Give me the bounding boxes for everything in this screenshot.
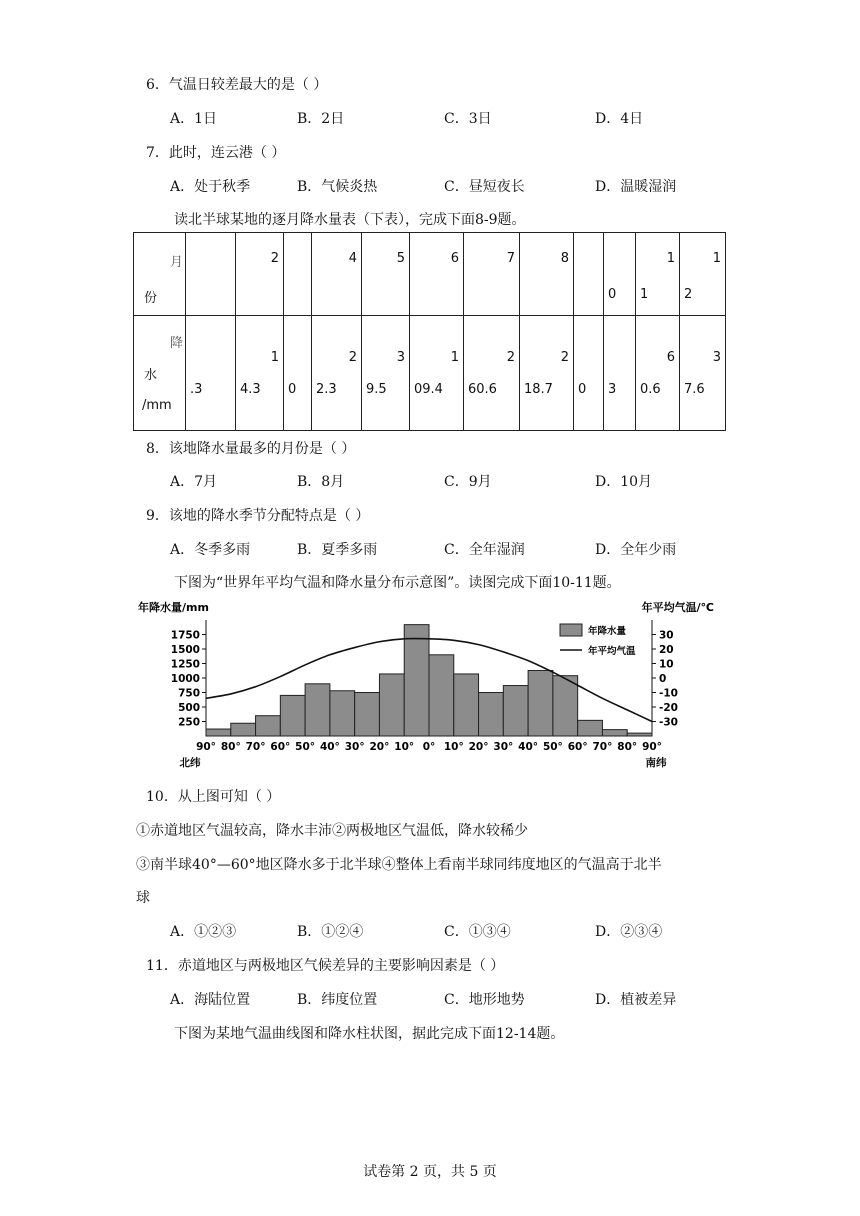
table-cell	[362, 316, 410, 431]
table-cell	[574, 233, 604, 316]
climate-chart-svg	[138, 598, 714, 776]
cell-line-top: 1	[712, 251, 721, 266]
q11-stem: 11．赤道地区与两极地区气候差异的主要影响因素是（ ）	[146, 958, 505, 974]
q9-option-a: A．冬季多雨	[170, 542, 251, 558]
x-tick-label: 80°	[220, 741, 241, 753]
q10-statement-1: ①赤道地区气温较高，降水丰沛②两极地区气温低，降水较稀少	[136, 823, 528, 839]
table-cell	[312, 233, 362, 316]
table-cell	[410, 316, 464, 431]
precip-bar	[503, 686, 528, 736]
q8-option-a: A．7月	[170, 474, 218, 490]
q9-option-d: D．全年少雨	[595, 542, 677, 558]
x-tick-label: 60°	[270, 741, 291, 753]
x-tick-label: 90°	[196, 741, 216, 753]
precip-bar	[429, 655, 454, 736]
precip-bar	[528, 670, 553, 736]
cell-line-bottom: 60.6	[468, 382, 497, 397]
cell-line-top: 3	[396, 350, 405, 365]
cell-line-top: 3	[712, 350, 721, 365]
cell-line-bottom: 0	[578, 382, 587, 397]
table-header-month	[134, 233, 186, 316]
table-cell	[680, 233, 726, 316]
table-cell	[636, 316, 680, 431]
table-cell	[636, 233, 680, 316]
table-cell	[410, 233, 464, 316]
q10-statement-2: ③南半球40°—60°地区降水多于北半球④整体上看南半球同纬度地区的气温高于北半	[136, 857, 662, 873]
precip-bar	[330, 691, 355, 736]
header-line-1: 降	[169, 336, 183, 351]
table-cell	[604, 233, 636, 316]
cell-line-bottom: 0.6	[640, 382, 661, 397]
table-cell	[312, 316, 362, 431]
right-tick-label: -30	[659, 716, 678, 729]
precip-bar	[280, 695, 305, 736]
cell-line-top: 1	[270, 350, 279, 365]
q7-option-c: C．昼短夜长	[444, 179, 525, 195]
q10-statement-3: 球	[136, 890, 150, 906]
precip-bar	[553, 676, 578, 736]
table-cell	[236, 316, 284, 431]
table-cell	[520, 316, 574, 431]
header-line-1: 月	[169, 255, 183, 270]
precip-bar	[578, 720, 603, 736]
cell-line-top: 7	[506, 251, 515, 266]
x-label-south: 南纬	[645, 757, 667, 769]
legend-line-label: 年平均气温	[588, 646, 636, 657]
table-cell	[186, 316, 236, 431]
q6-option-a: A．1日	[170, 111, 218, 127]
intro-8-9: 读北半球某地的逐月降水量表（下表），完成下面8-9题。	[174, 212, 526, 228]
q11-option-a: A．海陆位置	[170, 992, 251, 1008]
precip-bar	[305, 684, 330, 736]
precip-bar	[454, 674, 479, 736]
cell-line-top: 4	[348, 251, 357, 266]
q9-option-b: B．夏季多雨	[297, 542, 378, 558]
header-line-2: 水	[144, 368, 158, 383]
q7-option-a: A．处于秋季	[170, 179, 251, 195]
q8-option-b: B．8月	[297, 474, 345, 490]
right-tick-label: 10	[659, 658, 674, 671]
left-tick-label: 1750	[170, 629, 200, 642]
header-line-3: /mm	[142, 398, 172, 413]
q7-option-b: B．气候炎热	[297, 179, 378, 195]
left-tick-label: 750	[178, 687, 200, 700]
precip-bar	[479, 693, 504, 737]
q6-option-b: B．2日	[297, 111, 345, 127]
table-cell	[464, 233, 520, 316]
y-axis-left-title: 年降水量/mm	[138, 601, 209, 614]
q6-stem: 6．气温日较差最大的是（ ）	[146, 77, 328, 93]
q10-option-d: D．②③④	[595, 924, 663, 940]
q7-option-d: D．温暖湿润	[595, 179, 677, 195]
x-tick-label: 30°	[344, 741, 365, 753]
x-tick-label: 70°	[592, 741, 613, 753]
legend-bar-swatch	[560, 624, 582, 636]
table-cell	[186, 233, 236, 316]
left-tick-label: 1250	[170, 658, 200, 671]
right-tick-label: 0	[659, 673, 667, 685]
table-cell	[236, 233, 284, 316]
q10-option-a: A．①②③	[170, 924, 237, 940]
precip-bar	[256, 716, 281, 736]
left-tick-label: 1000	[170, 673, 200, 685]
cell-line-bottom: .3	[190, 382, 203, 397]
x-tick-label: 20°	[468, 741, 489, 753]
left-tick-label: 1500	[170, 644, 200, 656]
cell-line-bottom: 7.6	[684, 382, 705, 397]
precip-bar	[404, 625, 429, 736]
x-tick-label: 20°	[369, 741, 390, 753]
cell-line-bottom: 1	[640, 287, 649, 302]
right-tick-label: 20	[659, 644, 674, 656]
x-tick-label: 40°	[319, 741, 340, 753]
q11-option-c: C．地形地势	[444, 992, 525, 1008]
page-footer: 试卷第 2 页，共 5 页	[363, 1164, 497, 1180]
cell-line-top: 8	[560, 251, 569, 266]
cell-line-top: 1	[666, 251, 675, 266]
cell-line-top: 2	[560, 350, 569, 365]
q6-option-d: D．4日	[595, 111, 644, 127]
precip-bar	[206, 729, 231, 736]
cell-line-top: 1	[450, 350, 459, 365]
cell-line-bottom: 4.3	[240, 382, 261, 397]
table-cell	[284, 233, 312, 316]
table-header-precip	[134, 316, 186, 431]
x-tick-label: 50°	[542, 741, 563, 753]
q9-stem: 9．该地的降水季节分配特点是（ ）	[146, 508, 370, 524]
x-tick-label: 70°	[245, 741, 266, 753]
cell-line-top: 2	[270, 251, 279, 266]
x-tick-label: 40°	[518, 741, 539, 753]
cell-line-bottom: 9.5	[366, 382, 387, 397]
cell-line-bottom: 18.7	[524, 382, 553, 397]
cell-line-top: 2	[348, 350, 357, 365]
table-cell	[464, 316, 520, 431]
x-tick-label: 80°	[617, 741, 638, 753]
table-cell	[284, 316, 312, 431]
q7-stem: 7．此时，连云港（ ）	[146, 145, 286, 161]
table-row-precip	[134, 316, 726, 431]
q8-option-c: C．9月	[444, 474, 492, 490]
precip-bar	[355, 693, 380, 737]
table-row-month	[134, 233, 726, 316]
cell-line-top: 5	[396, 251, 405, 266]
cell-line-bottom: 09.4	[414, 382, 443, 397]
cell-line-top: 6	[666, 350, 675, 365]
q10-stem: 10．从上图可知（ ）	[146, 789, 281, 805]
climate-chart	[138, 598, 714, 776]
right-tick-label: -20	[659, 702, 678, 714]
precip-bar	[627, 733, 652, 736]
intro-10-11: 下图为“世界年平均气温和降水量分布示意图”。读图完成下面10-11题。	[174, 575, 621, 591]
right-tick-label: 30	[659, 629, 674, 642]
precip-bar	[379, 674, 404, 736]
table-cell	[520, 233, 574, 316]
q10-option-c: C．①③④	[444, 924, 511, 940]
cell-line-bottom: 2	[684, 287, 693, 302]
left-tick-label: 250	[178, 716, 200, 729]
x-tick-label: 10°	[443, 741, 464, 753]
cell-line-top: 2	[506, 350, 515, 365]
precipitation-table	[133, 232, 726, 431]
q6-option-c: C．3日	[444, 111, 492, 127]
precip-bar	[231, 723, 256, 736]
table-cell	[362, 233, 410, 316]
legend-bar-label: 年降水量	[588, 626, 627, 637]
x-tick-label: 50°	[295, 741, 316, 753]
right-tick-label: -10	[659, 687, 678, 700]
cell-line-bottom: 0	[608, 287, 617, 302]
table-cell	[604, 316, 636, 431]
q9-option-c: C．全年湿润	[444, 542, 525, 558]
q8-stem: 8．该地降水量最多的月份是（ ）	[146, 441, 356, 457]
cell-line-bottom: 2.3	[316, 382, 337, 397]
precip-bar	[602, 730, 627, 736]
table-cell	[680, 316, 726, 431]
x-tick-label: 10°	[394, 741, 415, 753]
cell-line-bottom: 0	[288, 382, 297, 397]
table-cell	[574, 316, 604, 431]
left-tick-label: 500	[178, 702, 200, 714]
q10-option-b: B．①②④	[297, 924, 364, 940]
x-tick-label: 30°	[493, 741, 514, 753]
q8-option-d: D．10月	[595, 474, 653, 490]
header-line-2: 份	[144, 291, 158, 306]
x-label-north: 北纬	[179, 757, 201, 769]
intro-12-14: 下图为某地气温曲线图和降水柱状图，据此完成下面12-14题。	[174, 1026, 565, 1042]
x-tick-label: 90°	[642, 741, 662, 753]
y-axis-right-title: 年平均气温/℃	[641, 601, 714, 614]
cell-line-bottom: 3	[608, 382, 617, 397]
cell-line-top: 6	[450, 251, 459, 266]
q11-option-b: B．纬度位置	[297, 992, 378, 1008]
x-tick-label: 60°	[567, 741, 588, 753]
q11-option-d: D．植被差异	[595, 992, 677, 1008]
x-tick-label: 0°	[422, 741, 436, 753]
